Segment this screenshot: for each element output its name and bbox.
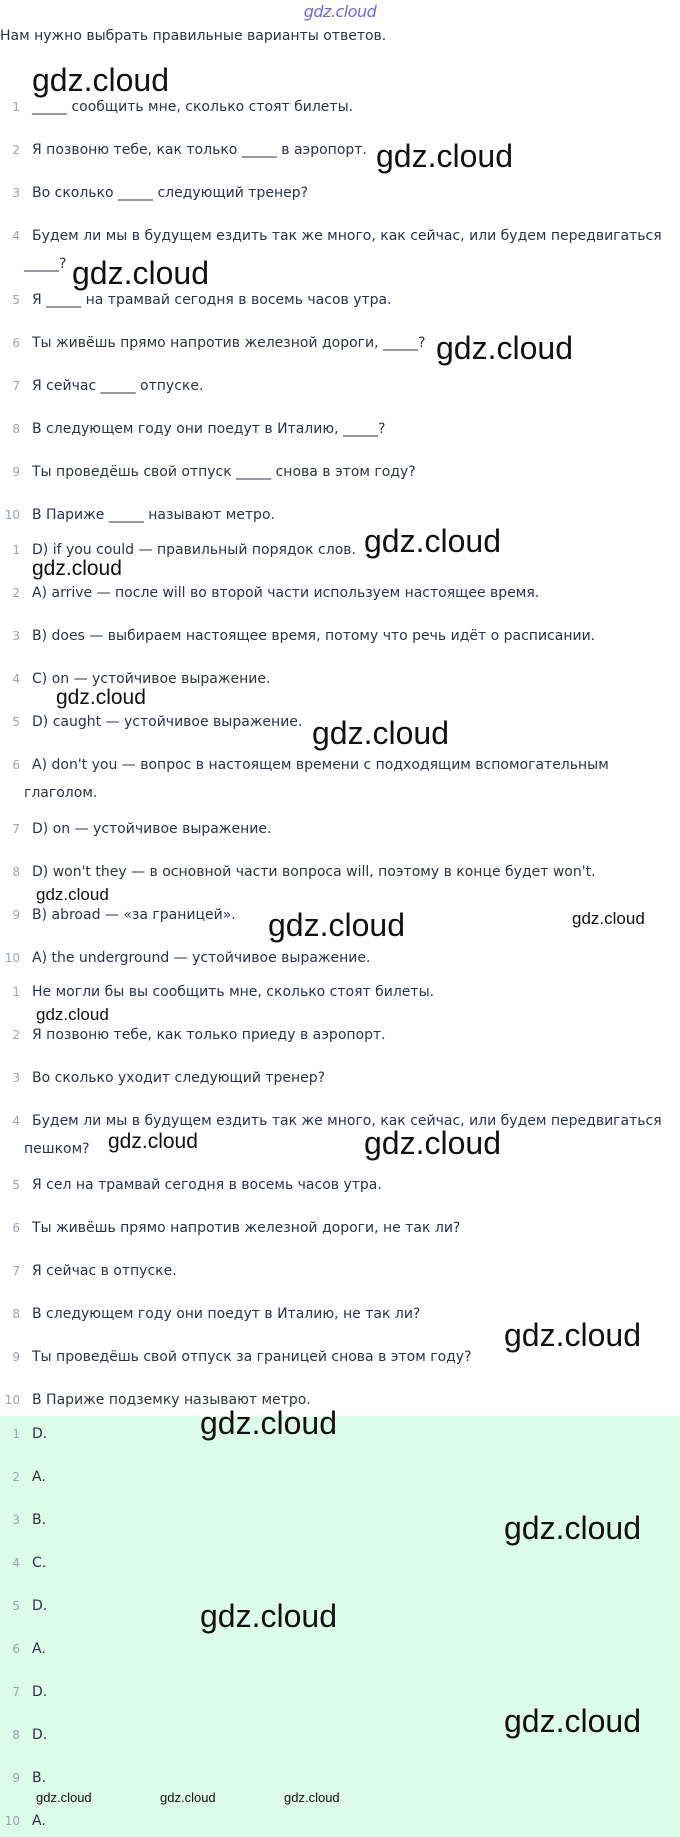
translation-number: 6 bbox=[12, 1221, 20, 1235]
answer-number: 9 bbox=[12, 1771, 20, 1785]
answer-number: 3 bbox=[12, 1513, 20, 1527]
translation-text: Ты проведёшь свой отпуск за границей снова в этом году? bbox=[32, 1349, 472, 1365]
answer-number: 7 bbox=[12, 1685, 20, 1699]
question-text: Будем ли мы в будущем ездить так же много, как сейчас, или будем передвигаться _____? bbox=[24, 228, 662, 272]
translation-number: 2 bbox=[12, 1028, 20, 1042]
watermark: gdz.cloud bbox=[436, 330, 573, 366]
translation-number: 9 bbox=[12, 1350, 20, 1364]
watermark: gdz.cloud bbox=[200, 1598, 337, 1634]
question-text: Ты проведёшь свой отпуск _____ снова в этом году? bbox=[32, 464, 416, 480]
translation-text: Не могли бы вы сообщить мне, сколько стоят билеты. bbox=[32, 984, 435, 1000]
explanation-text: A) don't you — вопрос в настоящем времени с подходящим вспомогательным глаголом. bbox=[24, 757, 609, 801]
explanation-number: 3 bbox=[12, 629, 20, 643]
answer-number: 8 bbox=[12, 1728, 20, 1742]
watermark: gdz.cloud bbox=[268, 907, 405, 943]
question-text: Ты живёшь прямо напротив железной дороги, _____? bbox=[32, 335, 426, 351]
answer-number: 4 bbox=[12, 1556, 20, 1570]
translation-text: В следующем году они поедут в Италию, не так ли? bbox=[32, 1306, 421, 1322]
answer-number: 1 bbox=[12, 1427, 20, 1441]
translation-number: 8 bbox=[12, 1307, 20, 1321]
explanation-text: A) arrive — после will во второй части используем настоящее время. bbox=[32, 585, 540, 601]
watermark: gdz.cloud bbox=[504, 1317, 641, 1353]
translation-number: 7 bbox=[12, 1264, 20, 1278]
explanation-number: 7 bbox=[12, 822, 20, 836]
question-text: Я сейчас _____ отпуске. bbox=[32, 378, 204, 394]
translation-text: Я сейчас в отпуске. bbox=[32, 1263, 177, 1279]
translation-number: 3 bbox=[12, 1071, 20, 1085]
question-number: 6 bbox=[12, 336, 20, 350]
intro-text: Нам нужно выбрать правильные варианты ответов. bbox=[0, 28, 387, 44]
answer-text: A. bbox=[32, 1469, 46, 1485]
answer-text: D. bbox=[32, 1727, 48, 1743]
translation-text: Ты живёшь прямо напротив железной дороги, не так ли? bbox=[32, 1220, 461, 1236]
watermark: gdz.cloud bbox=[364, 1125, 501, 1161]
watermark: gdz.cloud bbox=[32, 557, 122, 580]
answer-text: B. bbox=[32, 1512, 47, 1528]
question-number: 9 bbox=[12, 465, 20, 479]
explanation-text: D) won't they — в основной части вопроса will, поэтому в конце будет won't. bbox=[32, 864, 596, 880]
answer-text: D. bbox=[32, 1426, 48, 1442]
translation-text: Во сколько уходит следующий тренер? bbox=[32, 1070, 326, 1086]
question-number: 3 bbox=[12, 186, 20, 200]
answer-text: C. bbox=[32, 1555, 47, 1571]
translation-number: 1 bbox=[12, 985, 20, 999]
watermark: gdz.cloud bbox=[56, 686, 146, 709]
question-text: _____ сообщить мне, сколько стоят билеты. bbox=[32, 99, 354, 115]
translation-text: Я сел на трамвай сегодня в восемь часов утра. bbox=[32, 1177, 382, 1193]
explanation-text: D) caught — устойчивое выражение. bbox=[32, 714, 303, 730]
answer-text: D. bbox=[32, 1598, 48, 1614]
watermark: gdz.cloud bbox=[312, 715, 449, 751]
explanation-text: B) abroad — «за границей». bbox=[32, 907, 236, 923]
question-number: 4 bbox=[12, 229, 20, 243]
explanation-number: 10 bbox=[4, 951, 20, 965]
watermark: gdz.cloud bbox=[32, 62, 169, 98]
question-text: В Париже _____ называют метро. bbox=[32, 507, 275, 523]
watermark: gdz.cloud bbox=[72, 255, 209, 291]
explanation-text: C) on — устойчивое выражение. bbox=[32, 671, 271, 687]
answer-number: 5 bbox=[12, 1599, 20, 1613]
watermark: gdz.cloud bbox=[284, 1790, 340, 1805]
answer-text: B. bbox=[32, 1770, 47, 1786]
watermark: gdz.cloud bbox=[200, 1405, 337, 1441]
explanation-number: 1 bbox=[12, 543, 20, 557]
explanation-number: 9 bbox=[12, 908, 20, 922]
question-number: 8 bbox=[12, 422, 20, 436]
watermark: gdz.cloud bbox=[108, 1130, 198, 1153]
translation-text: Я позвоню тебе, как только приеду в аэропорт. bbox=[32, 1027, 386, 1043]
answers-box bbox=[0, 1416, 680, 1837]
translation-number: 4 bbox=[12, 1114, 20, 1128]
explanation-text: A) the underground — устойчивое выражение. bbox=[32, 950, 371, 966]
translation-text: Будем ли мы в будущем ездить так же много, как сейчас, или будем передвигаться пешком? bbox=[24, 1113, 662, 1157]
explanation-text: B) does — выбираем настоящее время, потому что речь идёт о расписании. bbox=[32, 628, 596, 644]
translation-number: 5 bbox=[12, 1178, 20, 1192]
watermark: gdz.cloud bbox=[376, 138, 513, 174]
watermark: gdz.cloud bbox=[36, 1005, 109, 1024]
site-logo[interactable]: gdz.cloud bbox=[303, 2, 377, 21]
watermark: gdz.cloud bbox=[364, 523, 501, 559]
explanation-text: D) if you could — правильный порядок слов. bbox=[32, 542, 356, 558]
watermark: gdz.cloud bbox=[504, 1703, 641, 1739]
question-text: Во сколько _____ следующий тренер? bbox=[32, 185, 309, 201]
watermark: gdz.cloud bbox=[36, 885, 109, 904]
watermark: gdz.cloud bbox=[36, 1790, 92, 1805]
question-text: Я позвоню тебе, как только _____ в аэропорт. bbox=[32, 142, 367, 158]
watermark: gdz.cloud bbox=[504, 1510, 641, 1546]
question-text: Я _____ на трамвай сегодня в восемь часов утра. bbox=[32, 292, 392, 308]
explanation-text: D) on — устойчивое выражение. bbox=[32, 821, 272, 837]
translation-number: 10 bbox=[4, 1393, 20, 1407]
explanation-number: 8 bbox=[12, 865, 20, 879]
translation-text: В Париже подземку называют метро. bbox=[32, 1392, 311, 1408]
watermark: gdz.cloud bbox=[160, 1790, 216, 1805]
question-number: 2 bbox=[12, 143, 20, 157]
answer-text: A. bbox=[32, 1641, 46, 1657]
answer-text: A. bbox=[32, 1813, 46, 1829]
explanation-number: 2 bbox=[12, 586, 20, 600]
question-number: 1 bbox=[12, 100, 20, 114]
question-number: 5 bbox=[12, 293, 20, 307]
answer-number: 2 bbox=[12, 1470, 20, 1484]
explanation-number: 4 bbox=[12, 672, 20, 686]
watermark: gdz.cloud bbox=[572, 909, 645, 928]
question-number: 7 bbox=[12, 379, 20, 393]
answer-text: D. bbox=[32, 1684, 48, 1700]
explanation-number: 5 bbox=[12, 715, 20, 729]
answer-number: 10 bbox=[4, 1814, 20, 1828]
answer-number: 6 bbox=[12, 1642, 20, 1656]
question-number: 10 bbox=[4, 508, 20, 522]
question-text: В следующем году они поедут в Италию, _____? bbox=[32, 421, 386, 437]
explanation-number: 6 bbox=[12, 758, 20, 772]
